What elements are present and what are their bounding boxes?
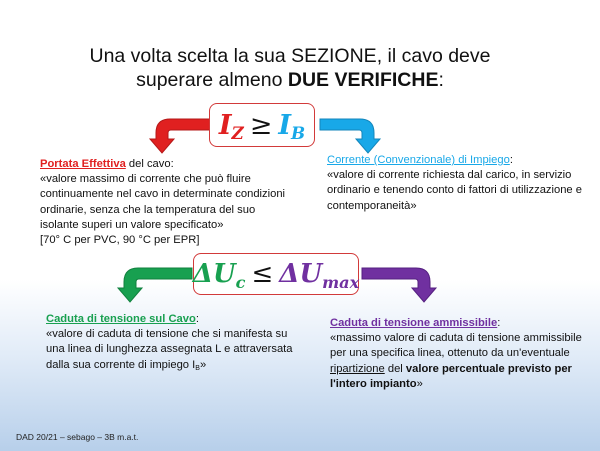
purple-curved-arrow-icon <box>360 262 440 307</box>
caduta-amm-text-end: » <box>416 377 423 390</box>
portata-note: [70° C per PVC, 90 °C per EPR] <box>40 234 200 247</box>
title-line-2-bold: DUE VERIFICHE <box>287 69 439 91</box>
title-line-2-colon: : <box>438 69 444 91</box>
caduta-cavo-block <box>46 312 298 374</box>
caduta-cavo-paragraph <box>46 327 298 374</box>
caduta-amm-paragraph <box>330 331 592 392</box>
caduta-amm-text-underlined: ripartizione <box>330 362 385 375</box>
portata-heading: Portata Effettiva <box>40 158 126 170</box>
caduta-amm-text-bold: valore percentuale previsto per l'intero impianto <box>330 362 572 390</box>
caduta-amm-heading-tail: : <box>497 317 501 329</box>
formula-ib <box>278 109 306 144</box>
duc-symbol: ΔU <box>192 259 236 289</box>
caduta-amm-text-b: del <box>384 362 406 375</box>
duc-subscript: c <box>235 272 246 292</box>
green-curved-arrow-icon <box>116 262 196 307</box>
corrente-text: «valore di corrente richiesta dal carico, in servizio ordinario e tenendo conto di fattori di utilizzazione e contemporaneità» <box>327 169 582 212</box>
blue-curved-arrow-icon <box>318 113 388 158</box>
caduta-cavo-text-end: » <box>199 358 207 371</box>
caduta-ammissibile-block <box>330 316 592 392</box>
formula-iz-ge-ib <box>209 103 315 147</box>
title-line-2-text: superare almeno <box>136 69 288 91</box>
corrente-heading-tail: : <box>509 154 513 166</box>
caduta-cavo-text: «valore di caduta di tensione che si manifesta su una linea di lunghezza assegnata L e attraversata dalla sua corrente di impiego I <box>46 328 293 371</box>
le-operator: ≤ <box>251 259 274 289</box>
corrente-impiego-block <box>327 153 582 214</box>
title-line-2 <box>40 68 540 92</box>
caduta-amm-text-a: «massimo valore di caduta di tensione ammissibile per una specifica linea, ottenuto da un'eventuale <box>330 332 582 360</box>
formula-dumax <box>279 259 360 292</box>
caduta-cavo-heading-tail: : <box>195 313 199 325</box>
slide-title <box>40 44 540 92</box>
formula-duc-le-dumax <box>193 253 359 295</box>
red-curved-arrow-icon <box>148 113 218 158</box>
iz-symbol: I <box>218 109 232 141</box>
portata-heading-tail: del cavo: <box>125 158 174 170</box>
title-line-1: Una volta scelta la sua SEZIONE, il cavo deve <box>89 45 491 67</box>
iz-subscript: Z <box>231 123 244 144</box>
ge-operator: ≥ <box>249 109 273 141</box>
portata-effettiva-block <box>40 157 295 248</box>
dumax-subscript: max <box>322 272 360 292</box>
corrente-heading: Corrente (Convenzionale) di Impiego <box>327 154 510 166</box>
caduta-amm-heading: Caduta di tensione ammissibile <box>330 317 498 329</box>
dumax-symbol: ΔU <box>279 259 323 289</box>
ib-subscript: B <box>290 123 306 144</box>
formula-iz <box>218 109 244 144</box>
footer-text: DAD 20/21 – sebago – 3B m.a.t. <box>16 432 139 442</box>
formula-duc <box>192 259 246 292</box>
portata-text: «valore massimo di corrente che può fluire continuamente nel cavo in determinate condizioni ordinarie, senza che la temperatura del suo isolante superi un valore specificato» <box>40 173 286 231</box>
caduta-cavo-heading: Caduta di tensione sul Cavo <box>46 313 196 325</box>
caduta-cavo-subscript: B <box>195 364 200 372</box>
ib-symbol: I <box>278 109 291 141</box>
